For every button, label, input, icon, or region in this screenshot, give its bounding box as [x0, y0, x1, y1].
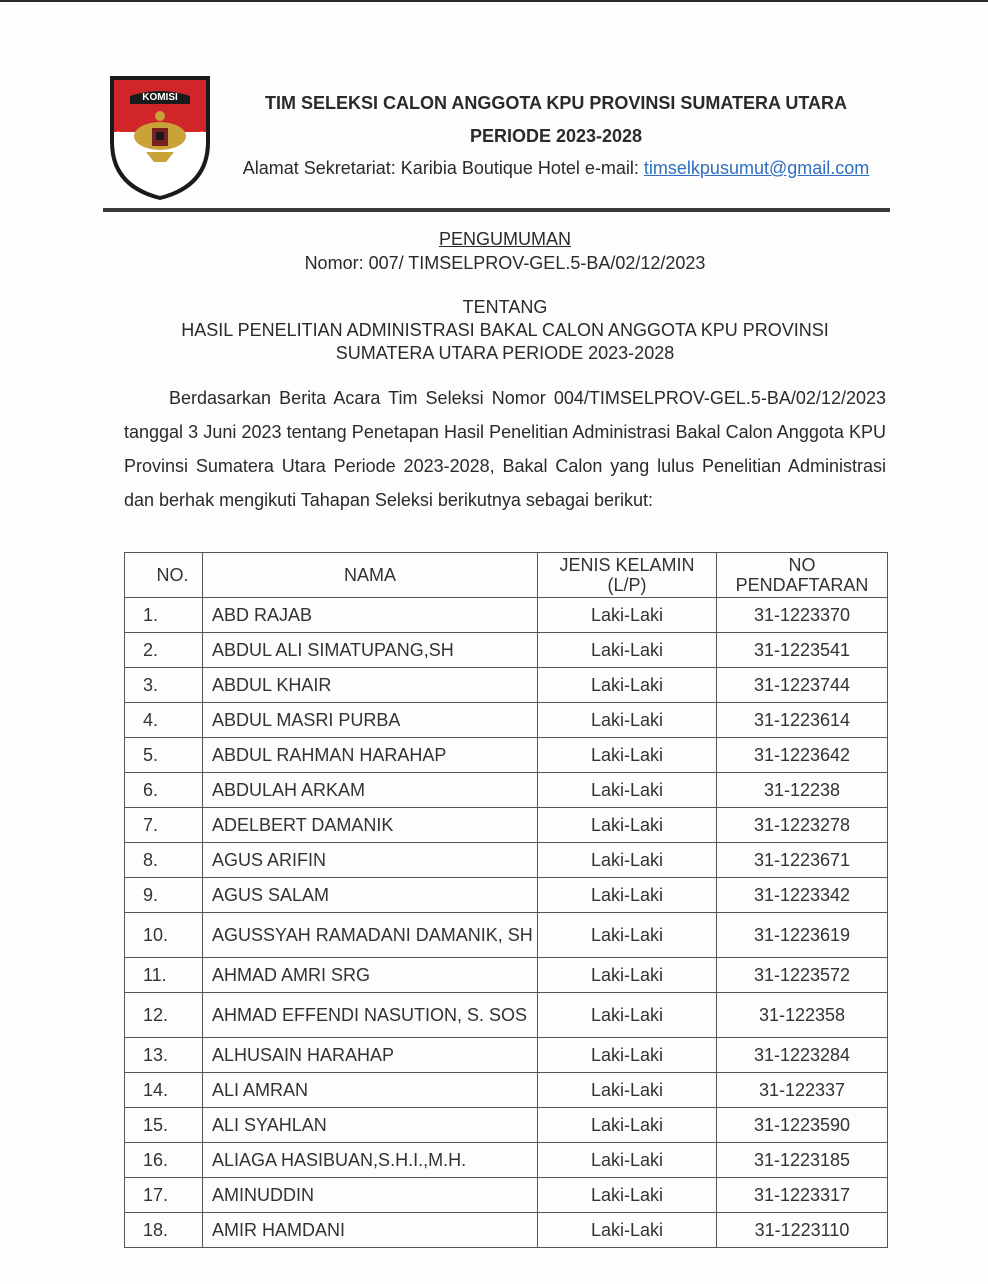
- row-name: AMIR HAMDANI: [203, 1213, 538, 1248]
- candidate-table: [124, 552, 888, 1248]
- row-gender: Laki-Laki: [538, 878, 717, 913]
- row-registration-number: 31-1223185: [717, 1143, 888, 1178]
- announcement-number: Nomor: 007/ TIMSELPROV-GEL.5-BA/02/12/2023: [304, 253, 706, 273]
- svg-text:LIHAN: LIHAN: [146, 178, 174, 188]
- row-number: 6.: [125, 773, 203, 808]
- row-number: 14.: [125, 1073, 203, 1108]
- row-gender: Laki-Laki: [538, 843, 717, 878]
- row-registration-number: 31-1223541: [717, 633, 888, 668]
- table-row: [125, 1178, 888, 1213]
- row-registration-number: 31-122358: [717, 993, 888, 1038]
- table-row: [125, 1108, 888, 1143]
- row-name: AMINUDDIN: [203, 1178, 538, 1213]
- row-number: 13.: [125, 1038, 203, 1073]
- logo-text-komisi: KOMISI: [142, 92, 178, 103]
- row-registration-number: 31-1223284: [717, 1038, 888, 1073]
- row-number: 9.: [125, 878, 203, 913]
- row-registration-number: 31-12238: [717, 773, 888, 808]
- table-row: [125, 633, 888, 668]
- row-name: ABD RAJAB: [203, 598, 538, 633]
- row-registration-number: 31-1223342: [717, 878, 888, 913]
- row-gender: Laki-Laki: [538, 808, 717, 843]
- table-row: [125, 913, 888, 958]
- row-gender: Laki-Laki: [538, 958, 717, 993]
- row-gender: Laki-Laki: [538, 1178, 717, 1213]
- row-gender: Laki-Laki: [538, 1108, 717, 1143]
- table-row: [125, 958, 888, 993]
- announcement-subject-line1: HASIL PENELITIAN ADMINISTRASI BAKAL CALON ANGGOTA KPU PROVINSI: [181, 320, 829, 340]
- announcement-about: TENTANG: [462, 297, 548, 317]
- row-registration-number: 31-1223744: [717, 668, 888, 703]
- row-name: AHMAD AMRI SRG: [203, 958, 538, 993]
- row-number: 16.: [125, 1143, 203, 1178]
- announcement-subject-line2: SUMATERA UTARA PERIODE 2023-2028: [335, 343, 675, 363]
- letterhead-title: TIM SELEKSI CALON ANGGOTA KPU PROVINSI SUMATERA UTARA: [264, 93, 847, 113]
- header-jk-line1: JENIS KELAMIN: [559, 555, 695, 575]
- table-row: [125, 738, 888, 773]
- row-name: ADELBERT DAMANIK: [203, 808, 538, 843]
- table-header-row: [125, 553, 888, 598]
- row-registration-number: 31-1223572: [717, 958, 888, 993]
- announcement-heading: PENGUMUMAN: [438, 229, 571, 249]
- row-name: ALI SYAHLAN: [203, 1108, 538, 1143]
- header-jk-line2: (L/P): [607, 575, 647, 595]
- email-link[interactable]: timselkpusumut@gmail.com: [643, 158, 870, 178]
- row-number: 11.: [125, 958, 203, 993]
- header-jenis-kelamin: [538, 553, 717, 598]
- table-row: [125, 878, 888, 913]
- row-number: 7.: [125, 808, 203, 843]
- row-number: 3.: [125, 668, 203, 703]
- header-reg-line2: PENDAFTARAN: [735, 575, 869, 595]
- row-registration-number: 31-1223370: [717, 598, 888, 633]
- row-registration-number: 31-1223642: [717, 738, 888, 773]
- row-gender: Laki-Laki: [538, 1213, 717, 1248]
- row-number: 15.: [125, 1108, 203, 1143]
- row-name: AGUS SALAM: [203, 878, 538, 913]
- letterhead-period: PERIODE 2023-2028: [469, 126, 643, 146]
- table-row: [125, 598, 888, 633]
- row-number: 12.: [125, 993, 203, 1038]
- table-row: [125, 773, 888, 808]
- row-registration-number: 31-1223110: [717, 1213, 888, 1248]
- table-row: [125, 703, 888, 738]
- row-gender: Laki-Laki: [538, 913, 717, 958]
- row-number: 5.: [125, 738, 203, 773]
- row-name: ABDUL KHAIR: [203, 668, 538, 703]
- row-number: 1.: [125, 598, 203, 633]
- table-row: [125, 1073, 888, 1108]
- row-registration-number: 31-1223614: [717, 703, 888, 738]
- row-number: 10.: [125, 913, 203, 958]
- table-row: [125, 1213, 888, 1248]
- row-registration-number: 31-1223619: [717, 913, 888, 958]
- row-registration-number: 31-1223590: [717, 1108, 888, 1143]
- row-gender: Laki-Laki: [538, 738, 717, 773]
- header-reg-line1: NO: [788, 555, 816, 575]
- row-number: 2.: [125, 633, 203, 668]
- row-gender: Laki-Laki: [538, 1143, 717, 1178]
- row-gender: Laki-Laki: [538, 1038, 717, 1073]
- row-name: AGUSSYAH RAMADANI DAMANIK, SH: [203, 913, 538, 958]
- header-nama: NAMA: [203, 553, 538, 598]
- row-gender: Laki-Laki: [538, 773, 717, 808]
- row-name: ABDUL MASRI PURBA: [203, 703, 538, 738]
- row-gender: Laki-Laki: [538, 703, 717, 738]
- row-name: AGUS ARIFIN: [203, 843, 538, 878]
- row-name: AHMAD EFFENDI NASUTION, S. SOS: [203, 993, 538, 1038]
- row-registration-number: 31-1223278: [717, 808, 888, 843]
- row-gender: Laki-Laki: [538, 1073, 717, 1108]
- letterhead-divider: [103, 208, 890, 212]
- row-name: ALIAGA HASIBUAN,S.H.I.,M.H.: [203, 1143, 538, 1178]
- paragraph-text: Berdasarkan Berita Acara Tim Seleksi Nomor 004/TIMSELPROV-GEL.5-BA/02/12/2023 tanggal 3 Juni 2023 tentang Penetapan Hasil Penelitian Administrasi Bakal Calon Anggota KPU Provinsi Sumatera Utara Periode 2023-2028, Bakal Calon yang lulus Penelitian Administrasi dan berhak mengikuti Tahapan Seleksi berikutnya sebagai berikut:: [124, 388, 886, 510]
- announcement-paragraph: [124, 381, 886, 517]
- row-registration-number: 31-122337: [717, 1073, 888, 1108]
- header-no-pendaftaran: [717, 553, 888, 598]
- row-number: 18.: [125, 1213, 203, 1248]
- row-number: 17.: [125, 1178, 203, 1213]
- header-no: NO.: [125, 553, 203, 598]
- address-text: Alamat Sekretariat: Karibia Boutique Hotel e-mail:: [242, 158, 644, 178]
- table-row: [125, 668, 888, 703]
- letterhead-address: [214, 158, 898, 179]
- row-gender: Laki-Laki: [538, 993, 717, 1038]
- row-name: ABDULAH ARKAM: [203, 773, 538, 808]
- row-name: ALHUSAIN HARAHAP: [203, 1038, 538, 1073]
- kpu-logo-icon: [106, 72, 214, 200]
- table-row: [125, 808, 888, 843]
- row-gender: Laki-Laki: [538, 668, 717, 703]
- row-registration-number: 31-1223671: [717, 843, 888, 878]
- row-gender: Laki-Laki: [538, 598, 717, 633]
- row-name: ABDUL RAHMAN HARAHAP: [203, 738, 538, 773]
- table-row: [125, 993, 888, 1038]
- row-gender: Laki-Laki: [538, 633, 717, 668]
- row-number: 4.: [125, 703, 203, 738]
- table-row: [125, 1038, 888, 1073]
- row-registration-number: 31-1223317: [717, 1178, 888, 1213]
- row-name: ALI AMRAN: [203, 1073, 538, 1108]
- table-row: [125, 1143, 888, 1178]
- row-name: ABDUL ALI SIMATUPANG,SH: [203, 633, 538, 668]
- row-number: 8.: [125, 843, 203, 878]
- table-row: [125, 843, 888, 878]
